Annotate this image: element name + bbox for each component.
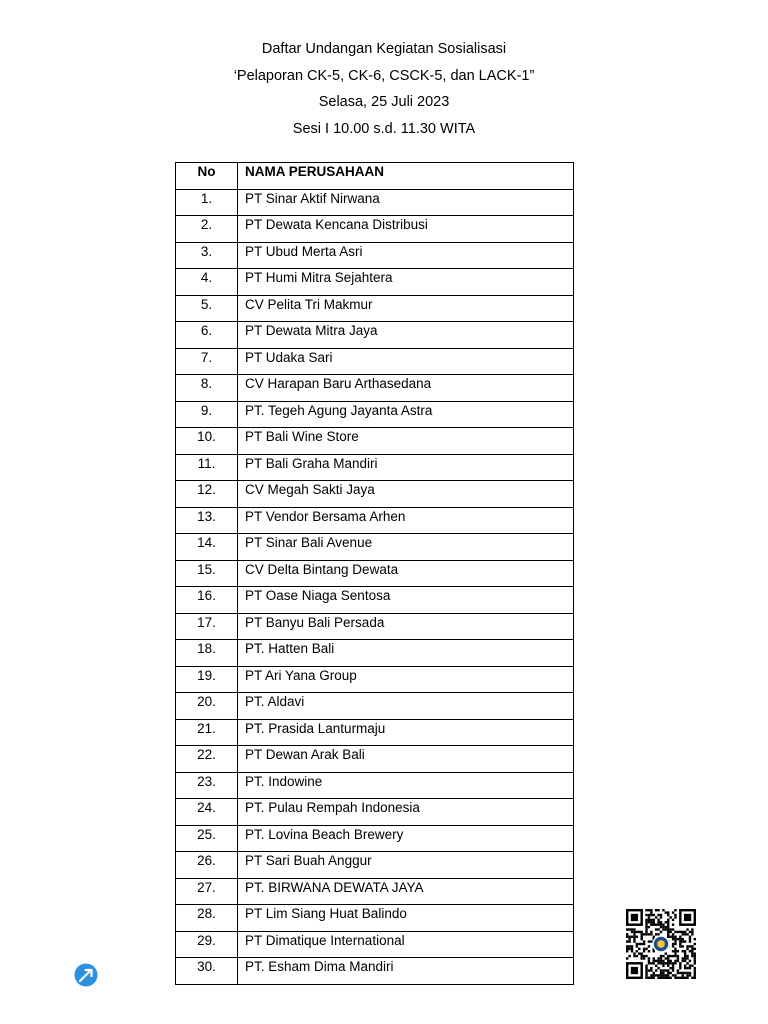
row-number: 26. bbox=[176, 852, 238, 879]
company-name: PT. Lovina Beach Brewery bbox=[238, 825, 574, 852]
table-row bbox=[176, 746, 574, 773]
company-name: CV Delta Bintang Dewata bbox=[238, 560, 574, 587]
company-name: PT Bali Wine Store bbox=[238, 428, 574, 455]
company-name: PT Dimatique International bbox=[238, 931, 574, 958]
table-row bbox=[176, 534, 574, 561]
row-number: 6. bbox=[176, 322, 238, 349]
company-name: PT Dewata Mitra Jaya bbox=[238, 322, 574, 349]
company-name: PT. Prasida Lanturmaju bbox=[238, 719, 574, 746]
company-name: PT Oase Niaga Sentosa bbox=[238, 587, 574, 614]
table-row bbox=[176, 216, 574, 243]
row-number: 4. bbox=[176, 269, 238, 296]
table-row bbox=[176, 772, 574, 799]
company-name: PT. Pulau Rempah Indonesia bbox=[238, 799, 574, 826]
row-number: 16. bbox=[176, 587, 238, 614]
table-row bbox=[176, 507, 574, 534]
table-row bbox=[176, 560, 574, 587]
row-number: 2. bbox=[176, 216, 238, 243]
table-row bbox=[176, 852, 574, 879]
table-row bbox=[176, 825, 574, 852]
row-number: 8. bbox=[176, 375, 238, 402]
company-name: CV Pelita Tri Makmur bbox=[238, 295, 574, 322]
table-row bbox=[176, 931, 574, 958]
row-number: 23. bbox=[176, 772, 238, 799]
document-logo-icon bbox=[74, 963, 98, 987]
company-name: PT Udaka Sari bbox=[238, 348, 574, 375]
table-row bbox=[176, 587, 574, 614]
company-name: PT Vendor Bersama Arhen bbox=[238, 507, 574, 534]
company-name: PT Sinar Bali Avenue bbox=[238, 534, 574, 561]
table-row bbox=[176, 295, 574, 322]
company-name: PT Banyu Bali Persada bbox=[238, 613, 574, 640]
row-number: 11. bbox=[176, 454, 238, 481]
table-row bbox=[176, 242, 574, 269]
row-number: 17. bbox=[176, 613, 238, 640]
table-row bbox=[176, 189, 574, 216]
company-name: PT. Tegeh Agung Jayanta Astra bbox=[238, 401, 574, 428]
column-header-company-name: NAMA PERUSAHAAN bbox=[238, 163, 574, 190]
row-number: 21. bbox=[176, 719, 238, 746]
table-row bbox=[176, 269, 574, 296]
row-number: 24. bbox=[176, 799, 238, 826]
table-row bbox=[176, 693, 574, 720]
company-name: PT Sinar Aktif Nirwana bbox=[238, 189, 574, 216]
title-line-1: Daftar Undangan Kegiatan Sosialisasi bbox=[261, 41, 507, 57]
table-row bbox=[176, 719, 574, 746]
row-number: 29. bbox=[176, 931, 238, 958]
row-number: 15. bbox=[176, 560, 238, 587]
company-name: PT. Hatten Bali bbox=[238, 640, 574, 667]
row-number: 30. bbox=[176, 958, 238, 985]
company-name: PT Bali Graha Mandiri bbox=[238, 454, 574, 481]
row-number: 5. bbox=[176, 295, 238, 322]
table-row bbox=[176, 799, 574, 826]
row-number: 10. bbox=[176, 428, 238, 455]
row-number: 1. bbox=[176, 189, 238, 216]
company-name: PT Humi Mitra Sejahtera bbox=[238, 269, 574, 296]
company-name: PT Sari Buah Anggur bbox=[238, 852, 574, 879]
session-time: Sesi I 10.00 s.d. 11.30 WITA bbox=[292, 120, 476, 137]
table-row bbox=[176, 640, 574, 667]
company-name: PT. Aldavi bbox=[238, 693, 574, 720]
table-row bbox=[176, 401, 574, 428]
company-name: PT. Esham Dima Mandiri bbox=[238, 958, 574, 985]
table-row bbox=[176, 322, 574, 349]
row-number: 28. bbox=[176, 905, 238, 932]
company-name: CV Megah Sakti Jaya bbox=[238, 481, 574, 508]
row-number: 20. bbox=[176, 693, 238, 720]
row-number: 13. bbox=[176, 507, 238, 534]
table-body bbox=[176, 189, 574, 984]
title-line-2: ‘Pelaporan CK-5, CK-6, CSCK-5, dan LACK-1” bbox=[233, 67, 535, 84]
company-name: PT Lim Siang Huat Balindo bbox=[238, 905, 574, 932]
table-row bbox=[176, 428, 574, 455]
row-number: 14. bbox=[176, 534, 238, 561]
row-number: 18. bbox=[176, 640, 238, 667]
row-number: 3. bbox=[176, 242, 238, 269]
row-number: 27. bbox=[176, 878, 238, 905]
table-row bbox=[176, 375, 574, 402]
table-row bbox=[176, 613, 574, 640]
event-date: Selasa, 25 Juli 2023 bbox=[318, 94, 450, 110]
row-number: 12. bbox=[176, 481, 238, 508]
row-number: 19. bbox=[176, 666, 238, 693]
table-row bbox=[176, 348, 574, 375]
table-row bbox=[176, 454, 574, 481]
table-header-row bbox=[176, 163, 574, 190]
company-name: CV Harapan Baru Arthasedana bbox=[238, 375, 574, 402]
invitation-table bbox=[175, 162, 574, 985]
column-header-no: No bbox=[176, 163, 238, 190]
company-name: PT Dewan Arak Bali bbox=[238, 746, 574, 773]
row-number: 25. bbox=[176, 825, 238, 852]
table-row bbox=[176, 905, 574, 932]
table-row bbox=[176, 958, 574, 985]
qr-code-icon bbox=[626, 909, 696, 979]
table-row bbox=[176, 481, 574, 508]
company-name: PT Ari Yana Group bbox=[238, 666, 574, 693]
company-name: PT Dewata Kencana Distribusi bbox=[238, 216, 574, 243]
company-name: PT Ubud Merta Asri bbox=[238, 242, 574, 269]
table-row bbox=[176, 878, 574, 905]
row-number: 9. bbox=[176, 401, 238, 428]
table-row bbox=[176, 666, 574, 693]
row-number: 7. bbox=[176, 348, 238, 375]
document-header bbox=[0, 36, 768, 142]
company-name: PT. BIRWANA DEWATA JAYA bbox=[238, 878, 574, 905]
company-name: PT. Indowine bbox=[238, 772, 574, 799]
row-number: 22. bbox=[176, 746, 238, 773]
